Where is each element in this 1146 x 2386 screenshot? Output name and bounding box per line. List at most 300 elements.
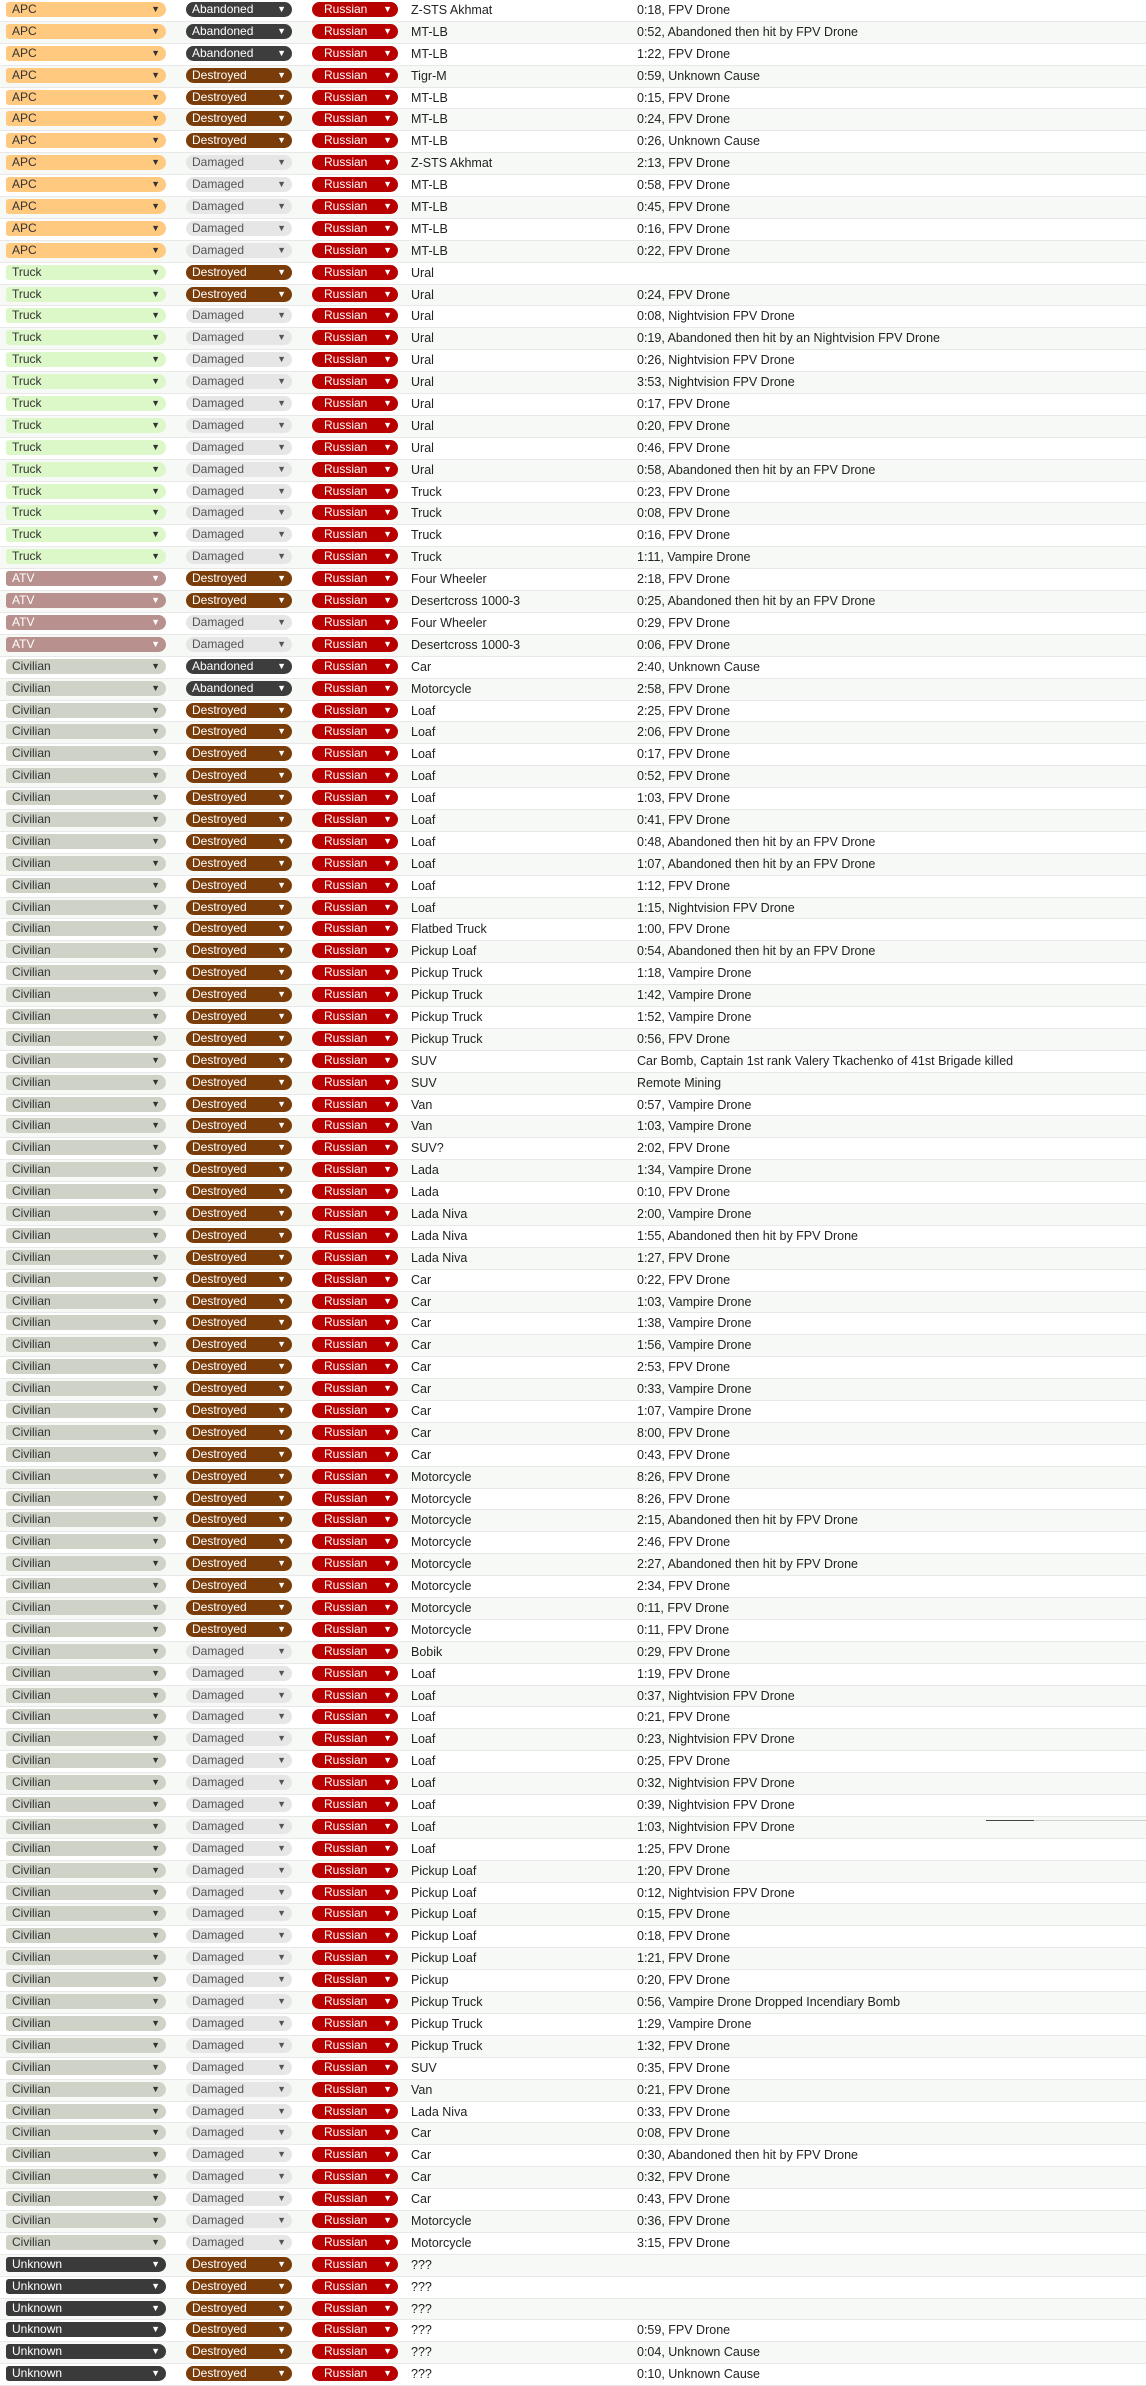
status-dropdown[interactable] [186, 2344, 292, 2359]
type-dropdown[interactable] [6, 549, 166, 564]
side-dropdown[interactable] [312, 1491, 398, 1506]
side-dropdown[interactable] [312, 1184, 398, 1199]
type-dropdown[interactable] [6, 900, 166, 915]
side-dropdown[interactable] [312, 681, 398, 696]
status-dropdown[interactable] [186, 1075, 292, 1090]
type-dropdown[interactable] [6, 24, 166, 39]
status-dropdown[interactable] [186, 2060, 292, 2075]
type-dropdown[interactable] [6, 265, 166, 280]
status-dropdown[interactable] [186, 1841, 292, 1856]
type-dropdown[interactable] [6, 724, 166, 739]
type-dropdown[interactable] [6, 287, 166, 302]
type-dropdown[interactable] [6, 2344, 166, 2359]
type-dropdown[interactable] [6, 1753, 166, 1768]
type-dropdown[interactable] [6, 484, 166, 499]
status-dropdown[interactable] [186, 1425, 292, 1440]
status-dropdown[interactable] [186, 2279, 292, 2294]
side-dropdown[interactable] [312, 90, 398, 105]
type-dropdown[interactable] [6, 571, 166, 586]
type-dropdown[interactable] [6, 1534, 166, 1549]
status-dropdown[interactable] [186, 1337, 292, 1352]
side-dropdown[interactable] [312, 221, 398, 236]
type-dropdown[interactable] [6, 1140, 166, 1155]
status-dropdown[interactable] [186, 352, 292, 367]
status-dropdown[interactable] [186, 440, 292, 455]
status-dropdown[interactable] [186, 2104, 292, 2119]
status-dropdown[interactable] [186, 571, 292, 586]
side-dropdown[interactable] [312, 155, 398, 170]
type-dropdown[interactable] [6, 1469, 166, 1484]
side-dropdown[interactable] [312, 549, 398, 564]
status-dropdown[interactable] [186, 1140, 292, 1155]
side-dropdown[interactable] [312, 46, 398, 61]
type-dropdown[interactable] [6, 46, 166, 61]
type-dropdown[interactable] [6, 1272, 166, 1287]
side-dropdown[interactable] [312, 1534, 398, 1549]
status-dropdown[interactable] [186, 1250, 292, 1265]
status-dropdown[interactable] [186, 462, 292, 477]
status-dropdown[interactable] [186, 287, 292, 302]
side-dropdown[interactable] [312, 1775, 398, 1790]
side-dropdown[interactable] [312, 2016, 398, 2031]
type-dropdown[interactable] [6, 1359, 166, 1374]
type-dropdown[interactable] [6, 1206, 166, 1221]
side-dropdown[interactable] [312, 111, 398, 126]
status-dropdown[interactable] [186, 1600, 292, 1615]
type-dropdown[interactable] [6, 1031, 166, 1046]
side-dropdown[interactable] [312, 1469, 398, 1484]
side-dropdown[interactable] [312, 2191, 398, 2206]
status-dropdown[interactable] [186, 1359, 292, 1374]
type-dropdown[interactable] [6, 440, 166, 455]
side-dropdown[interactable] [312, 1031, 398, 1046]
status-dropdown[interactable] [186, 900, 292, 915]
side-dropdown[interactable] [312, 1359, 398, 1374]
type-dropdown[interactable] [6, 1950, 166, 1965]
status-dropdown[interactable] [186, 1622, 292, 1637]
status-dropdown[interactable] [186, 1863, 292, 1878]
side-dropdown[interactable] [312, 1622, 398, 1637]
type-dropdown[interactable] [6, 177, 166, 192]
type-dropdown[interactable] [6, 1250, 166, 1265]
side-dropdown[interactable] [312, 2301, 398, 2316]
type-dropdown[interactable] [6, 352, 166, 367]
side-dropdown[interactable] [312, 1797, 398, 1812]
side-dropdown[interactable] [312, 374, 398, 389]
side-dropdown[interactable] [312, 505, 398, 520]
side-dropdown[interactable] [312, 1075, 398, 1090]
status-dropdown[interactable] [186, 2301, 292, 2316]
type-dropdown[interactable] [6, 2147, 166, 2162]
side-dropdown[interactable] [312, 24, 398, 39]
side-dropdown[interactable] [312, 615, 398, 630]
side-dropdown[interactable] [312, 2344, 398, 2359]
status-dropdown[interactable] [186, 1512, 292, 1527]
status-dropdown[interactable] [186, 2235, 292, 2250]
side-dropdown[interactable] [312, 1447, 398, 1462]
side-dropdown[interactable] [312, 1250, 398, 1265]
type-dropdown[interactable] [6, 133, 166, 148]
type-dropdown[interactable] [6, 2257, 166, 2272]
type-dropdown[interactable] [6, 1688, 166, 1703]
type-dropdown[interactable] [6, 1644, 166, 1659]
side-dropdown[interactable] [312, 199, 398, 214]
status-dropdown[interactable] [186, 2038, 292, 2053]
side-dropdown[interactable] [312, 1644, 398, 1659]
side-dropdown[interactable] [312, 265, 398, 280]
side-dropdown[interactable] [312, 2147, 398, 2162]
side-dropdown[interactable] [312, 1162, 398, 1177]
side-dropdown[interactable] [312, 1315, 398, 1330]
status-dropdown[interactable] [186, 1797, 292, 1812]
type-dropdown[interactable] [6, 1491, 166, 1506]
status-dropdown[interactable] [186, 1753, 292, 1768]
type-dropdown[interactable] [6, 812, 166, 827]
status-dropdown[interactable] [186, 1031, 292, 1046]
type-dropdown[interactable] [6, 1403, 166, 1418]
side-dropdown[interactable] [312, 1053, 398, 1068]
status-dropdown[interactable] [186, 1009, 292, 1024]
side-dropdown[interactable] [312, 484, 398, 499]
type-dropdown[interactable] [6, 330, 166, 345]
status-dropdown[interactable] [186, 593, 292, 608]
side-dropdown[interactable] [312, 133, 398, 148]
status-dropdown[interactable] [186, 1206, 292, 1221]
type-dropdown[interactable] [6, 834, 166, 849]
side-dropdown[interactable] [312, 1863, 398, 1878]
status-dropdown[interactable] [186, 484, 292, 499]
side-dropdown[interactable] [312, 1294, 398, 1309]
side-dropdown[interactable] [312, 68, 398, 83]
side-dropdown[interactable] [312, 1731, 398, 1746]
status-dropdown[interactable] [186, 1775, 292, 1790]
status-dropdown[interactable] [186, 1644, 292, 1659]
status-dropdown[interactable] [186, 878, 292, 893]
status-dropdown[interactable] [186, 1053, 292, 1068]
side-dropdown[interactable] [312, 1425, 398, 1440]
status-dropdown[interactable] [186, 133, 292, 148]
status-dropdown[interactable] [186, 505, 292, 520]
side-dropdown[interactable] [312, 1688, 398, 1703]
type-dropdown[interactable] [6, 746, 166, 761]
side-dropdown[interactable] [312, 2322, 398, 2337]
status-dropdown[interactable] [186, 1950, 292, 1965]
status-dropdown[interactable] [186, 90, 292, 105]
side-dropdown[interactable] [312, 440, 398, 455]
side-dropdown[interactable] [312, 1097, 398, 1112]
side-dropdown[interactable] [312, 2257, 398, 2272]
type-dropdown[interactable] [6, 68, 166, 83]
side-dropdown[interactable] [312, 1819, 398, 1834]
status-dropdown[interactable] [186, 2322, 292, 2337]
type-dropdown[interactable] [6, 2038, 166, 2053]
status-dropdown[interactable] [186, 2147, 292, 2162]
type-dropdown[interactable] [6, 308, 166, 323]
type-dropdown[interactable] [6, 155, 166, 170]
type-dropdown[interactable] [6, 2016, 166, 2031]
side-dropdown[interactable] [312, 856, 398, 871]
type-dropdown[interactable] [6, 1294, 166, 1309]
type-dropdown[interactable] [6, 1184, 166, 1199]
status-dropdown[interactable] [186, 1272, 292, 1287]
type-dropdown[interactable] [6, 1994, 166, 2009]
status-dropdown[interactable] [186, 812, 292, 827]
type-dropdown[interactable] [6, 965, 166, 980]
type-dropdown[interactable] [6, 2, 166, 17]
type-dropdown[interactable] [6, 243, 166, 258]
type-dropdown[interactable] [6, 418, 166, 433]
side-dropdown[interactable] [312, 330, 398, 345]
type-dropdown[interactable] [6, 2060, 166, 2075]
side-dropdown[interactable] [312, 1578, 398, 1593]
side-dropdown[interactable] [312, 418, 398, 433]
side-dropdown[interactable] [312, 396, 398, 411]
type-dropdown[interactable] [6, 1709, 166, 1724]
type-dropdown[interactable] [6, 878, 166, 893]
status-dropdown[interactable] [186, 1731, 292, 1746]
status-dropdown[interactable] [186, 1885, 292, 1900]
side-dropdown[interactable] [312, 1950, 398, 1965]
type-dropdown[interactable] [6, 1228, 166, 1243]
side-dropdown[interactable] [312, 177, 398, 192]
side-dropdown[interactable] [312, 1403, 398, 1418]
type-dropdown[interactable] [6, 1053, 166, 1068]
side-dropdown[interactable] [312, 1206, 398, 1221]
status-dropdown[interactable] [186, 1118, 292, 1133]
side-dropdown[interactable] [312, 1666, 398, 1681]
type-dropdown[interactable] [6, 1097, 166, 1112]
side-dropdown[interactable] [312, 2082, 398, 2097]
side-dropdown[interactable] [312, 2060, 398, 2075]
side-dropdown[interactable] [312, 2366, 398, 2381]
side-dropdown[interactable] [312, 1556, 398, 1571]
status-dropdown[interactable] [186, 790, 292, 805]
type-dropdown[interactable] [6, 462, 166, 477]
status-dropdown[interactable] [186, 1097, 292, 1112]
side-dropdown[interactable] [312, 965, 398, 980]
status-dropdown[interactable] [186, 834, 292, 849]
status-dropdown[interactable] [186, 2257, 292, 2272]
status-dropdown[interactable] [186, 921, 292, 936]
type-dropdown[interactable] [6, 1556, 166, 1571]
status-dropdown[interactable] [186, 308, 292, 323]
type-dropdown[interactable] [6, 987, 166, 1002]
side-dropdown[interactable] [312, 527, 398, 542]
status-dropdown[interactable] [186, 1447, 292, 1462]
status-dropdown[interactable] [186, 2, 292, 17]
status-dropdown[interactable] [186, 1315, 292, 1330]
side-dropdown[interactable] [312, 1009, 398, 1024]
side-dropdown[interactable] [312, 462, 398, 477]
type-dropdown[interactable] [6, 790, 166, 805]
status-dropdown[interactable] [186, 2191, 292, 2206]
status-dropdown[interactable] [186, 768, 292, 783]
type-dropdown[interactable] [6, 2301, 166, 2316]
status-dropdown[interactable] [186, 418, 292, 433]
type-dropdown[interactable] [6, 1863, 166, 1878]
status-dropdown[interactable] [186, 2366, 292, 2381]
type-dropdown[interactable] [6, 1819, 166, 1834]
side-dropdown[interactable] [312, 2169, 398, 2184]
type-dropdown[interactable] [6, 2125, 166, 2140]
side-dropdown[interactable] [312, 746, 398, 761]
side-dropdown[interactable] [312, 790, 398, 805]
type-dropdown[interactable] [6, 1337, 166, 1352]
status-dropdown[interactable] [186, 374, 292, 389]
type-dropdown[interactable] [6, 681, 166, 696]
status-dropdown[interactable] [186, 1403, 292, 1418]
type-dropdown[interactable] [6, 90, 166, 105]
type-dropdown[interactable] [6, 2279, 166, 2294]
status-dropdown[interactable] [186, 68, 292, 83]
type-dropdown[interactable] [6, 2213, 166, 2228]
side-dropdown[interactable] [312, 1841, 398, 1856]
status-dropdown[interactable] [186, 2213, 292, 2228]
side-dropdown[interactable] [312, 1118, 398, 1133]
status-dropdown[interactable] [186, 111, 292, 126]
side-dropdown[interactable] [312, 2125, 398, 2140]
side-dropdown[interactable] [312, 1381, 398, 1396]
status-dropdown[interactable] [186, 1381, 292, 1396]
side-dropdown[interactable] [312, 878, 398, 893]
status-dropdown[interactable] [186, 987, 292, 1002]
side-dropdown[interactable] [312, 921, 398, 936]
side-dropdown[interactable] [312, 637, 398, 652]
type-dropdown[interactable] [6, 1162, 166, 1177]
status-dropdown[interactable] [186, 330, 292, 345]
status-dropdown[interactable] [186, 703, 292, 718]
side-dropdown[interactable] [312, 1994, 398, 2009]
side-dropdown[interactable] [312, 1512, 398, 1527]
status-dropdown[interactable] [186, 1928, 292, 1943]
side-dropdown[interactable] [312, 812, 398, 827]
status-dropdown[interactable] [186, 155, 292, 170]
side-dropdown[interactable] [312, 1885, 398, 1900]
side-dropdown[interactable] [312, 2038, 398, 2053]
side-dropdown[interactable] [312, 1272, 398, 1287]
status-dropdown[interactable] [186, 1491, 292, 1506]
type-dropdown[interactable] [6, 1622, 166, 1637]
side-dropdown[interactable] [312, 1337, 398, 1352]
type-dropdown[interactable] [6, 2191, 166, 2206]
status-dropdown[interactable] [186, 746, 292, 761]
side-dropdown[interactable] [312, 1140, 398, 1155]
type-dropdown[interactable] [6, 1928, 166, 1943]
type-dropdown[interactable] [6, 593, 166, 608]
type-dropdown[interactable] [6, 1009, 166, 1024]
type-dropdown[interactable] [6, 111, 166, 126]
type-dropdown[interactable] [6, 2235, 166, 2250]
type-dropdown[interactable] [6, 1512, 166, 1527]
side-dropdown[interactable] [312, 1972, 398, 1987]
type-dropdown[interactable] [6, 374, 166, 389]
type-dropdown[interactable] [6, 659, 166, 674]
status-dropdown[interactable] [186, 1709, 292, 1724]
status-dropdown[interactable] [186, 177, 292, 192]
side-dropdown[interactable] [312, 2, 398, 17]
side-dropdown[interactable] [312, 724, 398, 739]
type-dropdown[interactable] [6, 2169, 166, 2184]
status-dropdown[interactable] [186, 1294, 292, 1309]
type-dropdown[interactable] [6, 199, 166, 214]
side-dropdown[interactable] [312, 987, 398, 1002]
status-dropdown[interactable] [186, 221, 292, 236]
type-dropdown[interactable] [6, 1797, 166, 1812]
status-dropdown[interactable] [186, 2169, 292, 2184]
type-dropdown[interactable] [6, 703, 166, 718]
type-dropdown[interactable] [6, 615, 166, 630]
type-dropdown[interactable] [6, 396, 166, 411]
status-dropdown[interactable] [186, 1906, 292, 1921]
side-dropdown[interactable] [312, 900, 398, 915]
side-dropdown[interactable] [312, 1928, 398, 1943]
status-dropdown[interactable] [186, 1666, 292, 1681]
status-dropdown[interactable] [186, 856, 292, 871]
side-dropdown[interactable] [312, 834, 398, 849]
side-dropdown[interactable] [312, 703, 398, 718]
status-dropdown[interactable] [186, 46, 292, 61]
status-dropdown[interactable] [186, 1972, 292, 1987]
side-dropdown[interactable] [312, 243, 398, 258]
type-dropdown[interactable] [6, 1600, 166, 1615]
status-dropdown[interactable] [186, 1228, 292, 1243]
side-dropdown[interactable] [312, 308, 398, 323]
status-dropdown[interactable] [186, 659, 292, 674]
type-dropdown[interactable] [6, 2322, 166, 2337]
type-dropdown[interactable] [6, 1425, 166, 1440]
type-dropdown[interactable] [6, 1666, 166, 1681]
type-dropdown[interactable] [6, 1906, 166, 1921]
side-dropdown[interactable] [312, 2279, 398, 2294]
side-dropdown[interactable] [312, 1600, 398, 1615]
status-dropdown[interactable] [186, 615, 292, 630]
status-dropdown[interactable] [186, 2082, 292, 2097]
type-dropdown[interactable] [6, 2104, 166, 2119]
status-dropdown[interactable] [186, 724, 292, 739]
type-dropdown[interactable] [6, 1075, 166, 1090]
status-dropdown[interactable] [186, 965, 292, 980]
side-dropdown[interactable] [312, 1709, 398, 1724]
status-dropdown[interactable] [186, 24, 292, 39]
type-dropdown[interactable] [6, 2366, 166, 2381]
side-dropdown[interactable] [312, 571, 398, 586]
type-dropdown[interactable] [6, 1381, 166, 1396]
status-dropdown[interactable] [186, 2016, 292, 2031]
type-dropdown[interactable] [6, 1775, 166, 1790]
status-dropdown[interactable] [186, 1688, 292, 1703]
type-dropdown[interactable] [6, 1885, 166, 1900]
side-dropdown[interactable] [312, 2213, 398, 2228]
status-dropdown[interactable] [186, 396, 292, 411]
type-dropdown[interactable] [6, 921, 166, 936]
type-dropdown[interactable] [6, 1972, 166, 1987]
side-dropdown[interactable] [312, 768, 398, 783]
type-dropdown[interactable] [6, 527, 166, 542]
type-dropdown[interactable] [6, 943, 166, 958]
status-dropdown[interactable] [186, 1469, 292, 1484]
type-dropdown[interactable] [6, 1315, 166, 1330]
type-dropdown[interactable] [6, 637, 166, 652]
type-dropdown[interactable] [6, 1118, 166, 1133]
type-dropdown[interactable] [6, 2082, 166, 2097]
type-dropdown[interactable] [6, 221, 166, 236]
status-dropdown[interactable] [186, 527, 292, 542]
status-dropdown[interactable] [186, 1162, 292, 1177]
status-dropdown[interactable] [186, 2125, 292, 2140]
side-dropdown[interactable] [312, 659, 398, 674]
status-dropdown[interactable] [186, 1819, 292, 1834]
status-dropdown[interactable] [186, 1556, 292, 1571]
